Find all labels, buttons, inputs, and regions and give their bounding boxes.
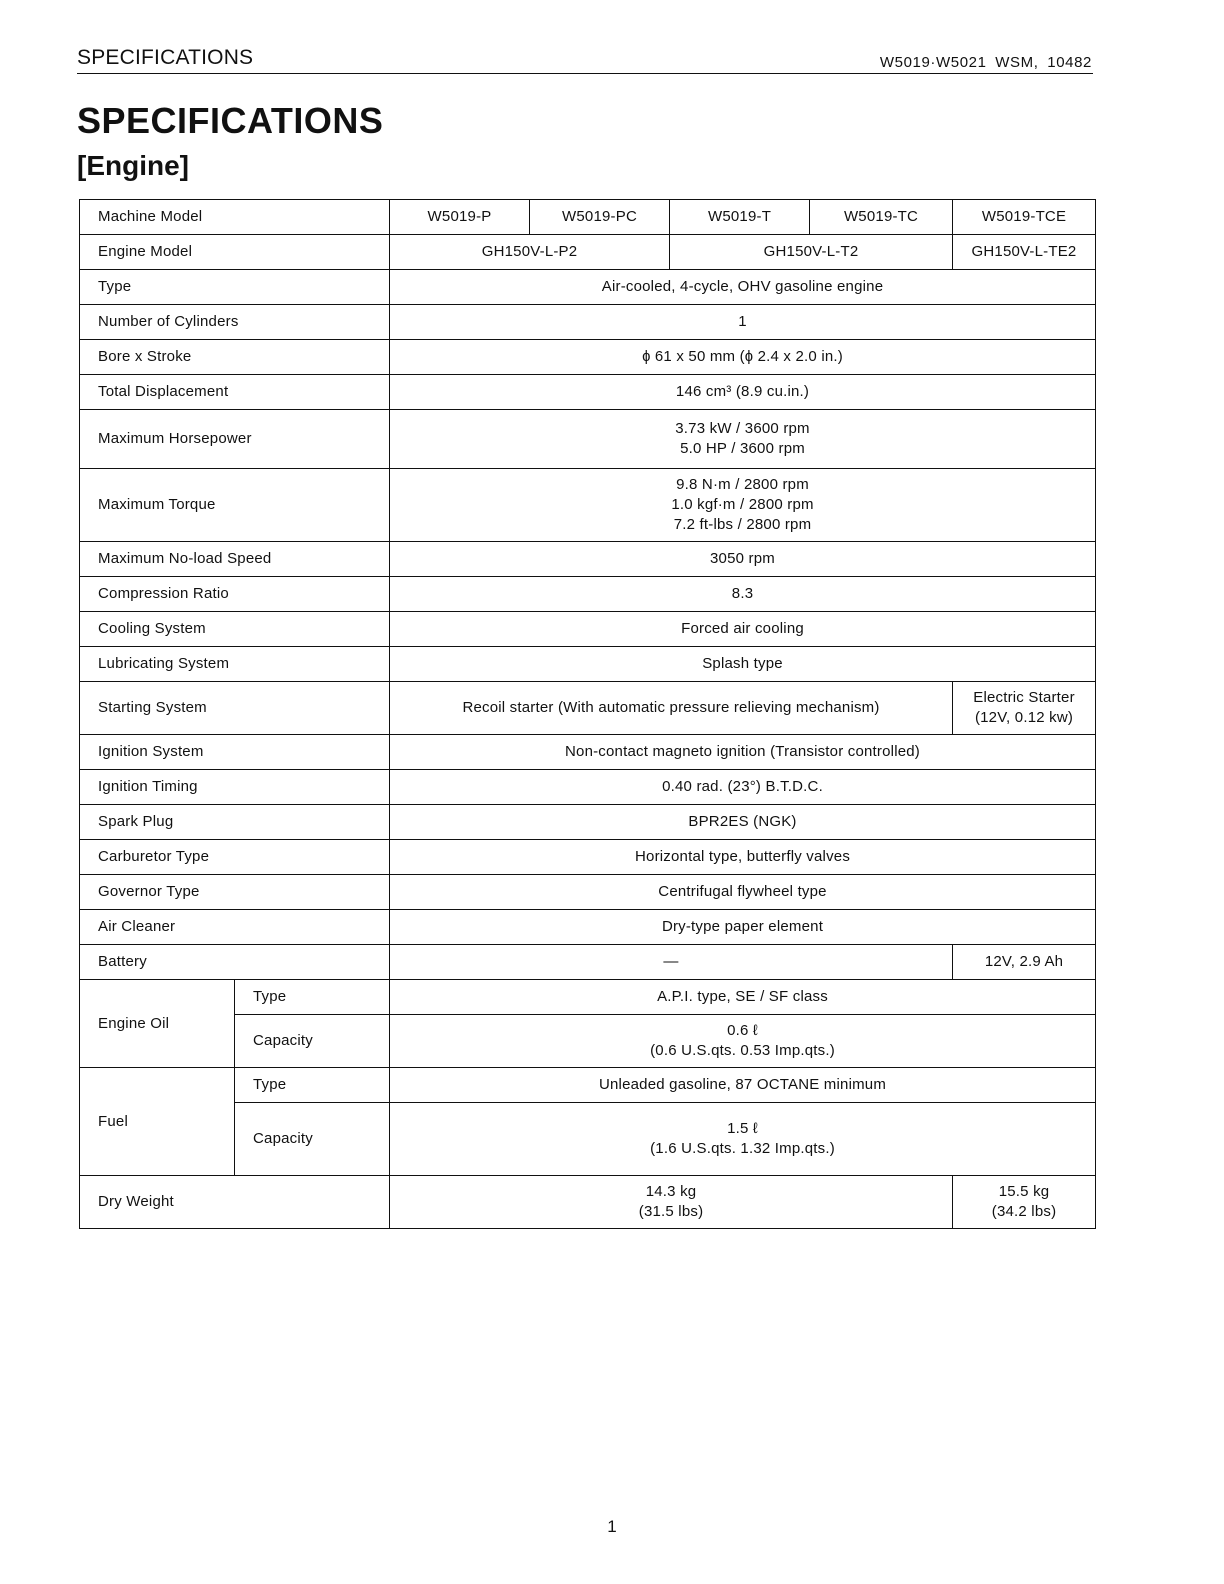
row-value: 1 [390, 305, 1096, 340]
row-value: 9.8 N·m / 2800 rpm 1.0 kgf·m / 2800 rpm 7.2 ft-lbs / 2800 rpm [390, 469, 1096, 542]
row-value: 1.5 ℓ (1.6 U.S.qts. 1.32 Imp.qts.) [390, 1103, 1096, 1176]
row-cylinders [80, 305, 1096, 340]
row-starting [80, 682, 1096, 735]
model-cell: W5019-PC [530, 200, 670, 235]
row-label: Total Displacement [80, 375, 390, 410]
sub-label: Capacity [235, 1015, 390, 1068]
row-lubricating [80, 647, 1096, 682]
row-value: 3050 rpm [390, 542, 1096, 577]
row-engine-model [80, 235, 1096, 270]
running-header-title: SPECIFICATIONS [77, 46, 254, 69]
row-dry-weight [80, 1176, 1096, 1229]
row-ignition-system [80, 735, 1096, 770]
row-label: Type [80, 270, 390, 305]
row-cooling [80, 612, 1096, 647]
row-machine-model [80, 200, 1096, 235]
row-label: Compression Ratio [80, 577, 390, 612]
row-label: Governor Type [80, 875, 390, 910]
row-label: Machine Model [80, 200, 390, 235]
row-value: 0.40 rad. (23°) B.T.D.C. [390, 770, 1096, 805]
engine-model-cell: GH150V-L-T2 [670, 235, 953, 270]
row-label: Carburetor Type [80, 840, 390, 875]
header-divider [77, 73, 1093, 74]
row-label: Dry Weight [80, 1176, 390, 1229]
sub-label: Type [235, 1068, 390, 1103]
tce-value: Electric Starter (12V, 0.12 kw) [953, 682, 1096, 735]
row-spark-plug [80, 805, 1096, 840]
model-cell: W5019-T [670, 200, 810, 235]
row-value: A.P.I. type, SE / SF class [390, 980, 1096, 1015]
row-value: 14.3 kg (31.5 lbs) [390, 1176, 953, 1229]
row-fuel-type [80, 1068, 1096, 1103]
row-label: Bore x Stroke [80, 340, 390, 375]
row-label: Maximum Torque [80, 469, 390, 542]
row-label: Air Cleaner [80, 910, 390, 945]
row-value: Horizontal type, butterfly valves [390, 840, 1096, 875]
row-label: Engine Oil [80, 980, 235, 1068]
row-compression [80, 577, 1096, 612]
row-value: Unleaded gasoline, 87 OCTANE minimum [390, 1068, 1096, 1103]
page-title: SPECIFICATIONS [77, 100, 384, 141]
page-number: 1 [607, 1517, 617, 1536]
engine-spec-table [79, 199, 1096, 1229]
row-value: Centrifugal flywheel type [390, 875, 1096, 910]
model-cell: W5019-TC [810, 200, 953, 235]
row-value: Splash type [390, 647, 1096, 682]
engine-model-cell: GH150V-L-TE2 [953, 235, 1096, 270]
row-type [80, 270, 1096, 305]
row-value: Air-cooled, 4-cycle, OHV gasoline engine [390, 270, 1096, 305]
row-label: Fuel [80, 1068, 235, 1176]
running-header-doc-ref: W5019·W5021 WSM, 10482 [879, 54, 1092, 71]
row-value: ɸ 61 x 50 mm (ɸ 2.4 x 2.0 in.) [390, 340, 1096, 375]
row-label: Maximum No-load Speed [80, 542, 390, 577]
row-value: BPR2ES (NGK) [390, 805, 1096, 840]
row-horsepower [80, 410, 1096, 469]
row-engine-oil-type [80, 980, 1096, 1015]
engine-model-cell: GH150V-L-P2 [390, 235, 670, 270]
row-battery [80, 945, 1096, 980]
tce-value: 15.5 kg (34.2 lbs) [953, 1176, 1096, 1229]
row-value: 8.3 [390, 577, 1096, 612]
row-value: Recoil starter (With automatic pressure relieving mechanism) [390, 682, 953, 735]
row-air-cleaner [80, 910, 1096, 945]
row-ignition-timing [80, 770, 1096, 805]
sub-label: Type [235, 980, 390, 1015]
row-carburetor [80, 840, 1096, 875]
row-label: Maximum Horsepower [80, 410, 390, 469]
sub-label: Capacity [235, 1103, 390, 1176]
row-value: Non-contact magneto ignition (Transistor controlled) [390, 735, 1096, 770]
row-label: Cooling System [80, 612, 390, 647]
row-value: Forced air cooling [390, 612, 1096, 647]
row-bore-stroke [80, 340, 1096, 375]
row-value: 146 cm³ (8.9 cu.in.) [390, 375, 1096, 410]
row-governor [80, 875, 1096, 910]
row-value: 3.73 kW / 3600 rpm 5.0 HP / 3600 rpm [390, 410, 1096, 469]
row-label: Battery [80, 945, 390, 980]
model-cell: W5019-TCE [953, 200, 1096, 235]
model-cell: W5019-P [390, 200, 530, 235]
row-displacement [80, 375, 1096, 410]
row-value: — [390, 945, 953, 980]
row-value: Dry-type paper element [390, 910, 1096, 945]
row-label: Ignition System [80, 735, 390, 770]
row-label: Engine Model [80, 235, 390, 270]
row-torque [80, 469, 1096, 542]
row-label: Starting System [80, 682, 390, 735]
row-noload-speed [80, 542, 1096, 577]
row-value: 0.6 ℓ (0.6 U.S.qts. 0.53 Imp.qts.) [390, 1015, 1096, 1068]
row-label: Lubricating System [80, 647, 390, 682]
row-label: Spark Plug [80, 805, 390, 840]
tce-value: 12V, 2.9 Ah [953, 945, 1096, 980]
row-label: Ignition Timing [80, 770, 390, 805]
row-label: Number of Cylinders [80, 305, 390, 340]
section-title: [Engine] [77, 150, 189, 181]
